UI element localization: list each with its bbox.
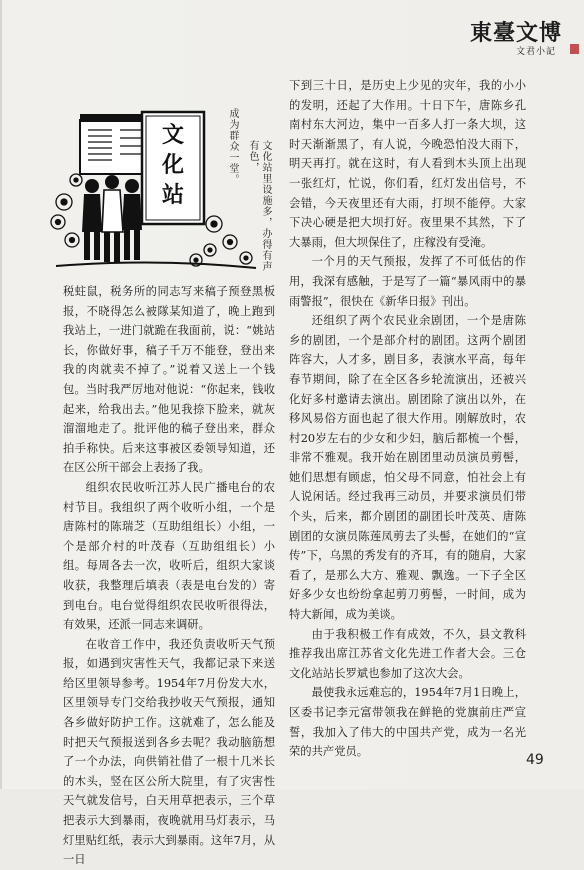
paragraph: 在收音工作中，我还负责收听天气预报，如遇到灾害性天气，我都记录下来送给区里领导参考。1954年7月份发大水，区里领导专门交给我抄收天气预报，通知各乡做好防护工作。这就难了，怎么能及时把天气预报送到各乡去呢？我动脑筋想了一个办法，向供销社借了一根十几米长的木头，竖在区公所大院里，有了灾害性天气就发信号，白天用草把表示，三个草把表示大到暴雨，夜晚就用马灯表示，马灯里贴红纸，表示大到暴雨。这年7月，从一日 bbox=[63, 637, 275, 867]
column-signature: 文君小記 bbox=[516, 47, 557, 57]
paragraph: 税蛀鼠，税务所的同志写来稿子预登黑板报，不晓得怎么被隊某知道了，晚上跑到我站上，一进门就跪在我面前，说：“姚站长，你做好事，稿子千万不能登，登出来我的肉就卖不掉了。”说着又送上一个钱包。当时我严厉地对他说：“你起来，钱收起来，给我出去。”他见我捺下脸来，就灰溜溜地走了。批评他的稿子登出来，群众拍手称快。后来这事被区委领导知道，还在区公所干部会上表扬了我。 bbox=[63, 285, 275, 475]
right-column-text bbox=[289, 76, 526, 762]
paragraph: 由于我积极工作有成效，不久，县文教科推荐我出席江苏省文化先进工作者大会。三仓文化站站长罗斌也参加了这次大会。 bbox=[289, 627, 526, 680]
paragraph: 一个月的天气预报，发挥了不可低估的作用，我深有感触，于是写了一篇“暴风雨中的暴雨警报”，很快在《新华日报》刊出。 bbox=[289, 255, 526, 308]
paragraph: 还组织了两个农民业余剧团，一个是唐陈乡的剧团，一个是部介村的剧团。这两个剧团阵容大，人才多，剧目多，表演水平高，每年春节期间，除了在全区各乡轮流演出，还被兴化好多村邀请去演出。剧团除了演出以外，在移风易俗方面也起了很大作用。刚解放时，农村20岁左右的少女和少妇，脑后都梳一个髻，非常不雅观。我开始在剧团里动员演员剪髻，她们思想有顾虑，怕父母不同意，怕社会上有人说闲话。经过我再三动员，并要求演员们带个头，后来，都介剧团的副团长叶茂英、唐陈剧团的女演员陈莲凤剪去了头髻，在她们的“宣传”下，乌黑的秀发有的齐耳，有的随肩，大家看了，是那么大方、雅观、飘逸。一下子全区好多少女也纷纷拿起剪刀剪髻，一时间，成为特大新闻，成为美谈。 bbox=[289, 314, 526, 622]
poster-char-2: 化 bbox=[161, 152, 185, 178]
poster-char-3: 站 bbox=[161, 182, 185, 208]
column-title: 東臺文博 bbox=[470, 20, 563, 46]
illustration-verse-2: 文化站里设施多，办得有声有色， bbox=[247, 140, 271, 272]
culture-station-illustration bbox=[46, 82, 270, 278]
paragraph: 下到三十日，是历史上少见的灾年，我的小小的发明，还起了大作用。十日下午，唐陈乡孔南村东大河边，集中一百多人打一条大坝，这时天渐渐黑了，有人说，今晚恐怕没大雨下，明天再打。就在这时，有人看到木头顶上出现一张红灯，忙说，你们看，红灯发出信号，不会错，今天夜里还有大雨，打坝不能停。大家下决心硬是把大坝打好。夜里果不其然，下了大暴雨，但大坝保住了，庄稼没有受淹。 bbox=[289, 79, 526, 249]
paragraph: 最使我永远难忘的，1954年7月1日晚上，区委书记李元富带领我在鲜艳的党旗前庄严宣誓，我加入了伟大的中国共产党，成为一名光荣的共产党员。 bbox=[289, 686, 526, 759]
illustration-verse-1: 成为群众一堂。 bbox=[227, 108, 238, 185]
poster-char-1: 文 bbox=[161, 122, 185, 148]
red-seal-stamp bbox=[570, 44, 579, 54]
left-column-text bbox=[63, 282, 275, 870]
paragraph: 组织农民收听江苏人民广播电台的农村节目。我组织了两个收听小组，一个是唐陈村的陈瑞芝（互助组组长）小组，一个是部介村的叶茂春（互助组组长）小组。每周各去一次，收听后，组织大家谈收获，我整理后填表（表是电台发的）寄到电台。电台觉得组织农民收听很得法，有效果，还派一同志来调研。 bbox=[63, 480, 275, 632]
page-number: 49 bbox=[526, 752, 544, 768]
